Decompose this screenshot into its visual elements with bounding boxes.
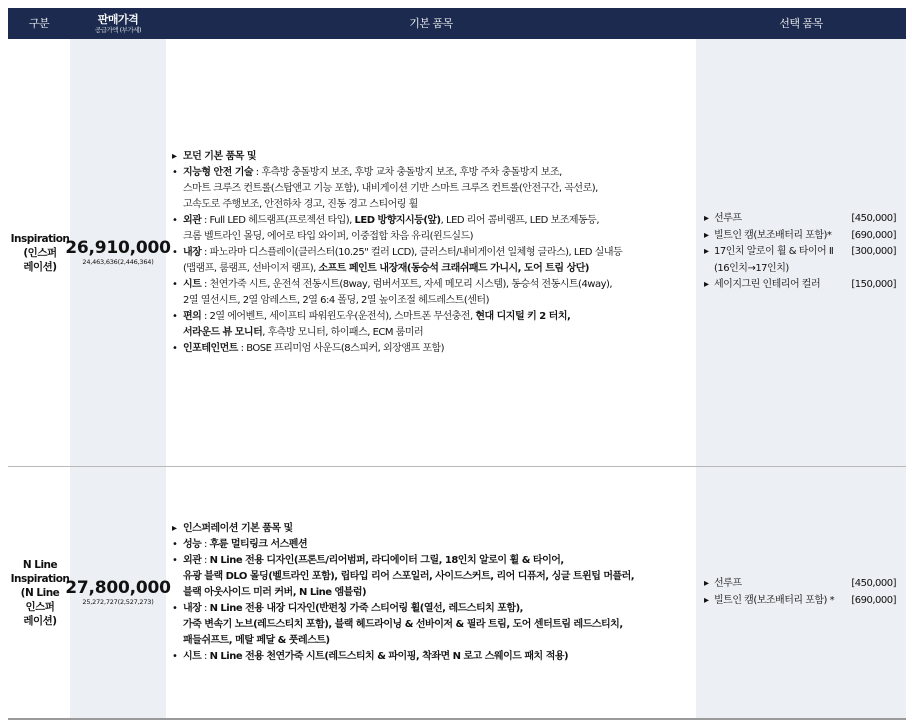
basic-item-line	[172, 277, 696, 293]
basic-item-text: 지능형 안전 기술	[183, 166, 254, 178]
basic-item-text: 편의	[183, 310, 202, 322]
price-supply-value: 25,272,727(2,527,273)	[82, 598, 154, 606]
header-option-label: 선택 품목	[779, 17, 823, 30]
option-item	[704, 211, 896, 228]
basic-item-line	[172, 553, 696, 569]
bullet-icon: ▸	[704, 279, 709, 291]
basic-item-text: 스마트 크루즈 컨트롤(스탑앤고 기능 포함), 내비게이션 기반 스마트 크루즈 컨트롤(안전구간, 곡선로),	[183, 182, 598, 194]
basic-item-text: (맵램프, 룸램프, 선바이저 램프),	[183, 262, 319, 274]
bullet-marker: •	[172, 538, 178, 550]
bullet-marker: •	[172, 214, 178, 226]
bullet-marker: ▸	[172, 150, 177, 162]
option-price: [690,000]	[851, 229, 896, 241]
basic-item-text: N Line 전용 내장 디자인(반펀칭 가죽 스티어링 휠(열선, 레드스티치 포함),	[209, 602, 523, 614]
option-item	[704, 228, 896, 245]
option-label: 세이지그린 인테리어 컬러	[714, 279, 821, 291]
basic-item-line	[172, 569, 696, 585]
basic-item-text: :	[201, 650, 210, 662]
basic-item-text: 2열 열선시트, 2열 암레스트, 2열 6:4 폴딩, 2열 높이조절 헤드레스트(센터)	[183, 294, 489, 306]
price-supply-value: 24,463,636(2,446,364)	[82, 258, 154, 266]
basic-item-line	[172, 601, 696, 617]
option-label: 빌트인 캠(보조배터리 포함)*	[714, 229, 832, 241]
basic-item-text: :	[201, 538, 210, 550]
basic-item-line	[172, 149, 696, 165]
basic-item-line	[172, 617, 696, 633]
price-value: 26,910,000	[65, 238, 171, 258]
trim-name-line: Inspiration	[10, 232, 70, 245]
trim-name-text	[11, 232, 70, 274]
basic-item-line	[172, 325, 696, 341]
basic-item-text: 외관	[183, 214, 202, 226]
basic-item-line	[172, 197, 696, 213]
bullet-marker: •	[172, 310, 178, 322]
option-price: [450,000]	[851, 213, 896, 225]
basic-item-line	[172, 585, 696, 601]
basic-item-line	[172, 649, 696, 665]
basic-items	[166, 467, 696, 718]
header-col-price	[70, 8, 166, 39]
trim-row-n-line-inspiration	[8, 466, 906, 720]
header-basic-label: 기본 품목	[409, 17, 453, 30]
bullet-icon: ▸	[704, 246, 709, 258]
basic-item-text: : BOSE 프리미엄 사운드(8스피커, 외장앰프 포함)	[237, 342, 445, 354]
basic-items	[166, 39, 696, 466]
option-price: [150,000]	[851, 279, 896, 291]
header-col-option	[696, 8, 906, 39]
basic-item-line	[172, 341, 696, 357]
bullet-marker: •	[172, 342, 178, 354]
basic-item-line	[172, 165, 696, 181]
bullet-marker: •	[172, 554, 178, 566]
option-label-group	[704, 211, 741, 228]
trim-name-line: (N Line	[20, 586, 60, 599]
basic-item-text: N Line 전용 디자인(프론트/리어범퍼, 라디에이터 그릴, 18인치 알로이 휠 & 타이어,	[209, 554, 564, 566]
basic-item-line	[172, 633, 696, 649]
basic-item-text: N Line 전용 천연가죽 시트(레드스티치 & 파이핑, 착좌면 N 로고 스웨이드 패치 적용)	[209, 650, 569, 662]
option-item	[704, 244, 896, 261]
basic-item-text: : Full LED 헤드램프(프로젝션 타입),	[201, 214, 355, 226]
basic-item-text: , LED 리어 콤비램프, LED 보조제동등,	[440, 214, 600, 226]
option-item	[704, 593, 896, 610]
basic-item-line	[172, 181, 696, 197]
basic-item-text: 시트	[183, 650, 202, 662]
option-item-continued	[704, 261, 896, 278]
bullet-marker: •	[172, 278, 178, 290]
option-price: [300,000]	[851, 246, 896, 258]
header-col-name	[8, 8, 70, 39]
header-price-label: 판매가격	[97, 13, 139, 26]
bullet-icon: ▸	[704, 213, 709, 225]
basic-item-line	[172, 213, 696, 229]
option-label: 빌트인 캠(보조배터리 포함) *	[714, 594, 835, 606]
trim-name	[10, 39, 70, 466]
header-price-sublabel: 공급가액 (부가세)	[94, 26, 142, 34]
option-label: 선루프	[714, 213, 742, 225]
bullet-icon: ▸	[704, 229, 709, 241]
basic-item-text: :	[201, 554, 210, 566]
trim-row-inspiration	[8, 39, 906, 466]
basic-item-text: : 파노라마 디스플레이(클러스터(10.25" 컬러 LCD), 클러스터/내비게이션 일체형 글라스), LED 실내등	[201, 246, 623, 258]
bullet-marker: ▸	[172, 522, 177, 534]
option-price: [450,000]	[851, 578, 896, 589]
option-price: [690,000]	[851, 594, 896, 606]
basic-item-text: : 2열 에어벤트, 세이프티 파워윈도우(운전석), 스마트폰 무선충전,	[201, 310, 476, 322]
basic-item-line	[172, 245, 696, 261]
option-label-group	[704, 593, 834, 610]
basic-item-line	[172, 521, 696, 537]
header-col-basic	[166, 8, 696, 39]
option-item	[704, 576, 896, 593]
basic-item-text: 인스퍼레이션 기본 품목 및	[183, 522, 293, 534]
trim-name-line: 레이션)	[23, 614, 57, 627]
basic-item-line	[172, 229, 696, 245]
basic-item-text: 시트	[183, 278, 202, 290]
option-label-group	[704, 228, 831, 245]
basic-item-text: : 천연가죽 시트, 운전석 전동시트(8way, 럼버서포트, 자세 메모리 시스템), 동승석 전동시트(4way),	[201, 278, 613, 290]
basic-item-text: 모던 기본 품목 및	[183, 150, 257, 162]
option-label-group	[704, 576, 741, 593]
basic-item-text: 패들쉬프트, 메탈 페달 & 풋레스트)	[183, 634, 330, 646]
option-item	[704, 277, 896, 294]
option-label-group	[704, 244, 833, 261]
basic-item-text: 소프트 페인트 내장재(동승석 크래쉬패드 가니시, 도어 트림 상단)	[318, 262, 589, 274]
bullet-marker: •	[172, 166, 178, 178]
trim-name	[10, 467, 70, 718]
bullet-marker: •	[172, 246, 178, 258]
basic-item-text: 내장	[183, 246, 202, 258]
basic-item-text: LED 방향지시등(앞)	[354, 214, 441, 226]
trim-name-line: (인스퍼	[23, 246, 57, 259]
table-header	[8, 8, 906, 39]
basic-item-line	[172, 309, 696, 325]
price-cell	[65, 39, 171, 466]
option-label-group	[704, 277, 820, 294]
trim-name-line: Inspiration	[10, 572, 70, 585]
basic-item-text: , 후측방 모니터, 하이패스, ECM 룸미러	[262, 326, 424, 338]
bullet-marker: •	[172, 602, 178, 614]
header-name-label: 구분	[28, 17, 50, 30]
basic-item-text: :	[201, 602, 210, 614]
basic-item-text: 현대 디지털 키 2 터치,	[475, 310, 571, 322]
trim-name-text	[11, 558, 70, 628]
option-label: 선루프	[714, 578, 742, 589]
basic-item-text: 고속도로 주행보조, 안전하차 경고, 진동 경고 스티어링 휠	[183, 198, 418, 210]
basic-item-text: : 후측방 충돌방지 보조, 후방 교차 충돌방지 보조, 후방 주차 충돌방지 보조,	[253, 166, 562, 178]
trim-name-line: N Line	[22, 558, 58, 571]
basic-item-text: 서라운드 뷰 모니터	[183, 326, 263, 338]
trim-name-line: 레이션)	[23, 260, 57, 273]
option-label: 17인치 알로이 휠 & 타이어 Ⅱ	[714, 246, 834, 258]
basic-item-text: 유광 블랙 DLO 몰딩(벨트라인 포함), 립타입 리어 스포일러, 사이드스커트, 리어 디퓨저, 싱글 트윈팁 머플러,	[183, 570, 635, 582]
price-cell	[65, 467, 171, 718]
bullet-icon: ▸	[704, 578, 709, 589]
basic-item-line	[172, 293, 696, 309]
basic-item-text: 후륜 멀티링크 서스펜션	[209, 538, 308, 550]
option-items	[696, 467, 906, 718]
basic-item-text: 내장	[183, 602, 202, 614]
trim-name-line: 인스퍼	[25, 600, 55, 613]
basic-item-text: 블랙 아웃사이드 미러 커버, N Line 엠블럼)	[183, 586, 367, 598]
basic-item-line	[172, 261, 696, 277]
basic-item-text: 크롬 벨트라인 몰딩, 에어로 타입 와이퍼, 이중접합 차음 유리(윈드실드)	[183, 230, 474, 242]
basic-item-text: 성능	[183, 538, 202, 550]
bullet-icon: ▸	[704, 594, 709, 606]
basic-item-text: 인포테인먼트	[183, 342, 238, 354]
option-items	[696, 39, 906, 466]
basic-item-text: 가죽 변속기 노브(레드스티치 포함), 블랙 헤드라이닝 & 선바이저 & 필라 트림, 도어 센터트림 레드스티치,	[183, 618, 623, 630]
basic-item-line	[172, 537, 696, 553]
bullet-marker: •	[172, 650, 178, 662]
basic-item-text: 외관	[183, 554, 202, 566]
price-value: 27,800,000	[65, 578, 171, 598]
option-label-sub: (16인치→17인치)	[714, 262, 789, 274]
